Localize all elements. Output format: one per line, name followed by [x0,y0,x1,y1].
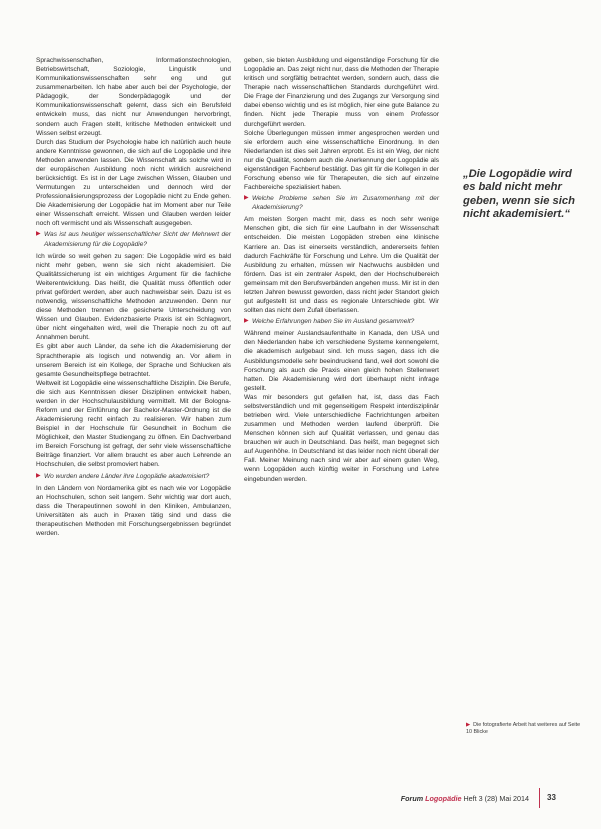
question-text: Was ist aus heutiger wissenschaftlicher Sicht der Mehrwert der Akademisierung für die Logopädie? [44,231,231,248]
body-paragraph: Solche Überlegungen müssen immer angesprochen werden und sie erfordern auch eine wissenschaftliche Einordnung. In den Niederlanden ist dies seit Jahren erprobt. Es ist ein Weg, der nicht nur die Qualität, sondern auch die Anerkennung der Logopädie als eigenständigen Fachberuf bestätigt. Das gilt für die Kollegen in der Forschung ebenso wie für Therapeuten, die sich auf einzelne Fachbereiche spezialisiert haben. [244,129,439,192]
pull-quote: „Die Logopädie wird es bald nicht mehr geben, wenn sie sich nicht akademisiert.“ [463,168,575,221]
question-text: Welche Erfahrungen haben Sie im Ausland gesammelt? [252,318,415,326]
body-paragraph: Durch das Studium der Psychologie habe ich natürlich auch heute andere Kenntnisse gewonnen, die sich auf die Logopädie und ihre Methoden anwenden lassen. Die Wissenschaft als solche wird in der europäischen Ausbildung noch nicht wirklich ausreichend berücksichtigt. Es ist in der Lage zwischen Wissen, Glauben und Vermutungen zu unterscheiden und dennoch wird der Professionalisierungsprozess der Logopädie nicht zu Ende gehen. Die Akademisierung der Logopädie hat im Moment aber nur Teile einer Wissenschaft erreicht. Wissen und Glauben werden leider noch oft vermischt und als Wissenschaft ausgegeben. [36,138,231,228]
triangle-bullet-icon: ▶ [36,472,41,479]
interview-question [36,472,231,481]
issue-info: Heft 3 (28) Mai 2014 [463,794,529,803]
triangle-bullet-icon: ▶ [244,318,249,325]
magazine-name-accent: Logopädie [425,794,462,803]
body-paragraph: Es gibt aber auch Länder, da sehe ich die Akademisierung der Sprachtherapie als logisch und notwendig an. Vor allem in unserem Bereich ist ein Kollege, der Sprache und Schlucken als gesamte Gesundheitspflege betrachtet. [36,343,231,378]
interview-question [36,230,231,248]
body-paragraph: Am meisten Sorgen macht mir, dass es noch sehr wenige Menschen gibt, die sich für eine Laufbahn in der Wissenschaft entscheiden. Die meisten Logopäden streben eine klinische Karriere an. Das ist einerseits verständlich, andererseits fehlen dadurch Fachkräfte für Forschung und Lehre. Um die Qualität der Ausbildung zu erhalten, müssen wir Nachwuchs ausbilden und fördern. Das ist ein zentraler Aspekt, den der Hochschulbereich gemeinsam mit den Berufsverbänden angehen muss. Mir ist in den letzten Jahren bewusst geworden, dass nicht jeder Standort gleich gut aufgestellt ist und dass es regionale Unterschiede gibt. Wir sollten das nicht dem Zufall überlassen. [244,216,439,315]
caption-text: Die fotografierte Arbeit hat weiteres auf Seite 10 Blicke [466,722,581,736]
body-paragraph: Ich würde so weit gehen zu sagen: Die Logopädie wird es bald nicht mehr geben, wenn sie sich nicht akademisiert. Die Qualitätssicherung ist ein wichtiges Argument für die fachliche Weiterentwicklung. Das heißt, die Qualität muss öffentlich oder privat gefördert werden, aber auch nachweisbar sein. Dazu ist es notwendig, wissenschaftliche Methoden anzuwenden. Denn nur diese Methoden trennen die gesicherte Unterscheidung von Wissen und Glauben. Evidenzbasierte Praxis ist ein Schlagwort, über nicht eingehalten wird, weil die Therapie noch zu oft auf Annahmen beruht. [36,252,231,342]
photo-caption [466,722,582,737]
page-footer [401,794,529,803]
left-column [36,56,231,538]
body-paragraph: In den Ländern von Nordamerika gibt es nach wie vor Logopädie an Hochschulen, schon seit langem. Sehr wichtig war dort auch, dass die Therapeutinnen sowohl in den Kliniken, Ambulanzen, Universitäten als auch in Praxen tätig sind und dass die therapeutischen Methoden mit Forschungsergebnissen begründet werden. [36,484,231,537]
right-column [244,56,439,484]
body-paragraph: Sprachwissenschaften, Informationstechnologien, Betriebswirtschaft, Soziologie, Linguistik und Kommunikationswissenschaften sehr eng und gut zusammenarbeiten. Ich habe aber auch bei der Psychologie, der Pädagogik, der Sonderpädagogik und der Kommunikationswissenschaft gelernt, dass sich ein Berufsfeld entwickeln muss, das nicht nur Anwendungen hervorbringt, sondern auch Fragen stellt, kritische Methoden entwickelt und Wissen selbst erzeugt. [36,57,231,137]
body-paragraph: geben, sie bieten Ausbildung und eigenständige Forschung für die Logopädie an. Das zeigt nicht nur, dass die Methoden der Therapie kritisch und sorgfältig betrachtet werden, sondern auch, dass die Therapie nach wissenschaftlichen Standards durchgeführt wird. Die Frage der Finanzierung und des Zugangs zur Versorgung sind dabei ebenso wichtig und es ist möglich, hier eine gute Balance zu finden. Nicht jede Therapie muss von einem Professor durchgeführt werden. [244,57,439,128]
question-text: Wo wurden andere Länder ihre Logopädie akademisiert? [44,472,210,480]
body-paragraph: Was mir besonders gut gefallen hat, ist, dass das Fach selbstverständlich und mit gegenseitigem Respekt interdisziplinär betrieben wird. Viele unterschiedliche Fachrichtungen arbeiten zusammen und Methoden werden laufend überprüft. Die Menschen können sich auf Qualität verlassen, und genau das brauchen wir auch in Deutschland. Das heißt, man begegnet sich auf Augenhöhe. In Deutschland ist das leider noch nicht überall der Fall. Meiner Meinung nach sind wir aber auf einem guten Weg, wenn Logopäden auch künftig weiter in Forschung und Lehre eingebunden werden. [244,393,439,483]
body-paragraph: Während meiner Auslandsaufenthalte in Kanada, den USA und den Niederlanden habe ich verschiedene Systeme kennengelernt, die akademisch aufgebaut sind. Ich muss sagen, dass ich die Ausbildungsmodelle sehr beeindruckend fand, weil dort sowohl die Forschung als auch die Praxis einen gleich hohen Stellenwert hatten. Die Akademisierung wird dort überhaupt nicht infrage gestellt. [244,330,439,392]
interview-question [244,194,439,212]
question-text: Welche Probleme sehen Sie im Zusammenhang mit der Akademisierung? [252,195,439,212]
interview-question [244,317,439,326]
triangle-bullet-icon: ▶ [466,722,471,728]
body-paragraph: Weltweit ist Logopädie eine wissenschaftliche Disziplin. Die Berufe, die sich aus Kenntnissen dieser Disziplinen entwickelt haben, werden in der Hochschulausbildung vermittelt. Mit der Bologna-Reform und der Einführung der Bachelor-Master-Ordnung ist die Akademisierung recht einfach zu realisieren. Wir haben zum Beispiel in der Hochschule für Gesundheit in Bochum die Möglichkeit, den Master Studiengang zu öffnen. Ein Dachverband im Bereich Forschung ist gefragt, der sehr viele wissenschaftliche Beiträge finanziert. Vor allem braucht es aber auch Lehrende an Hochschulen, die selbst promoviert haben. [36,379,231,469]
page-number: 33 [547,793,556,802]
triangle-bullet-icon: ▶ [244,195,249,202]
magazine-name: Forum [400,794,424,803]
triangle-bullet-icon: ▶ [36,231,41,238]
footer-divider [539,788,540,808]
